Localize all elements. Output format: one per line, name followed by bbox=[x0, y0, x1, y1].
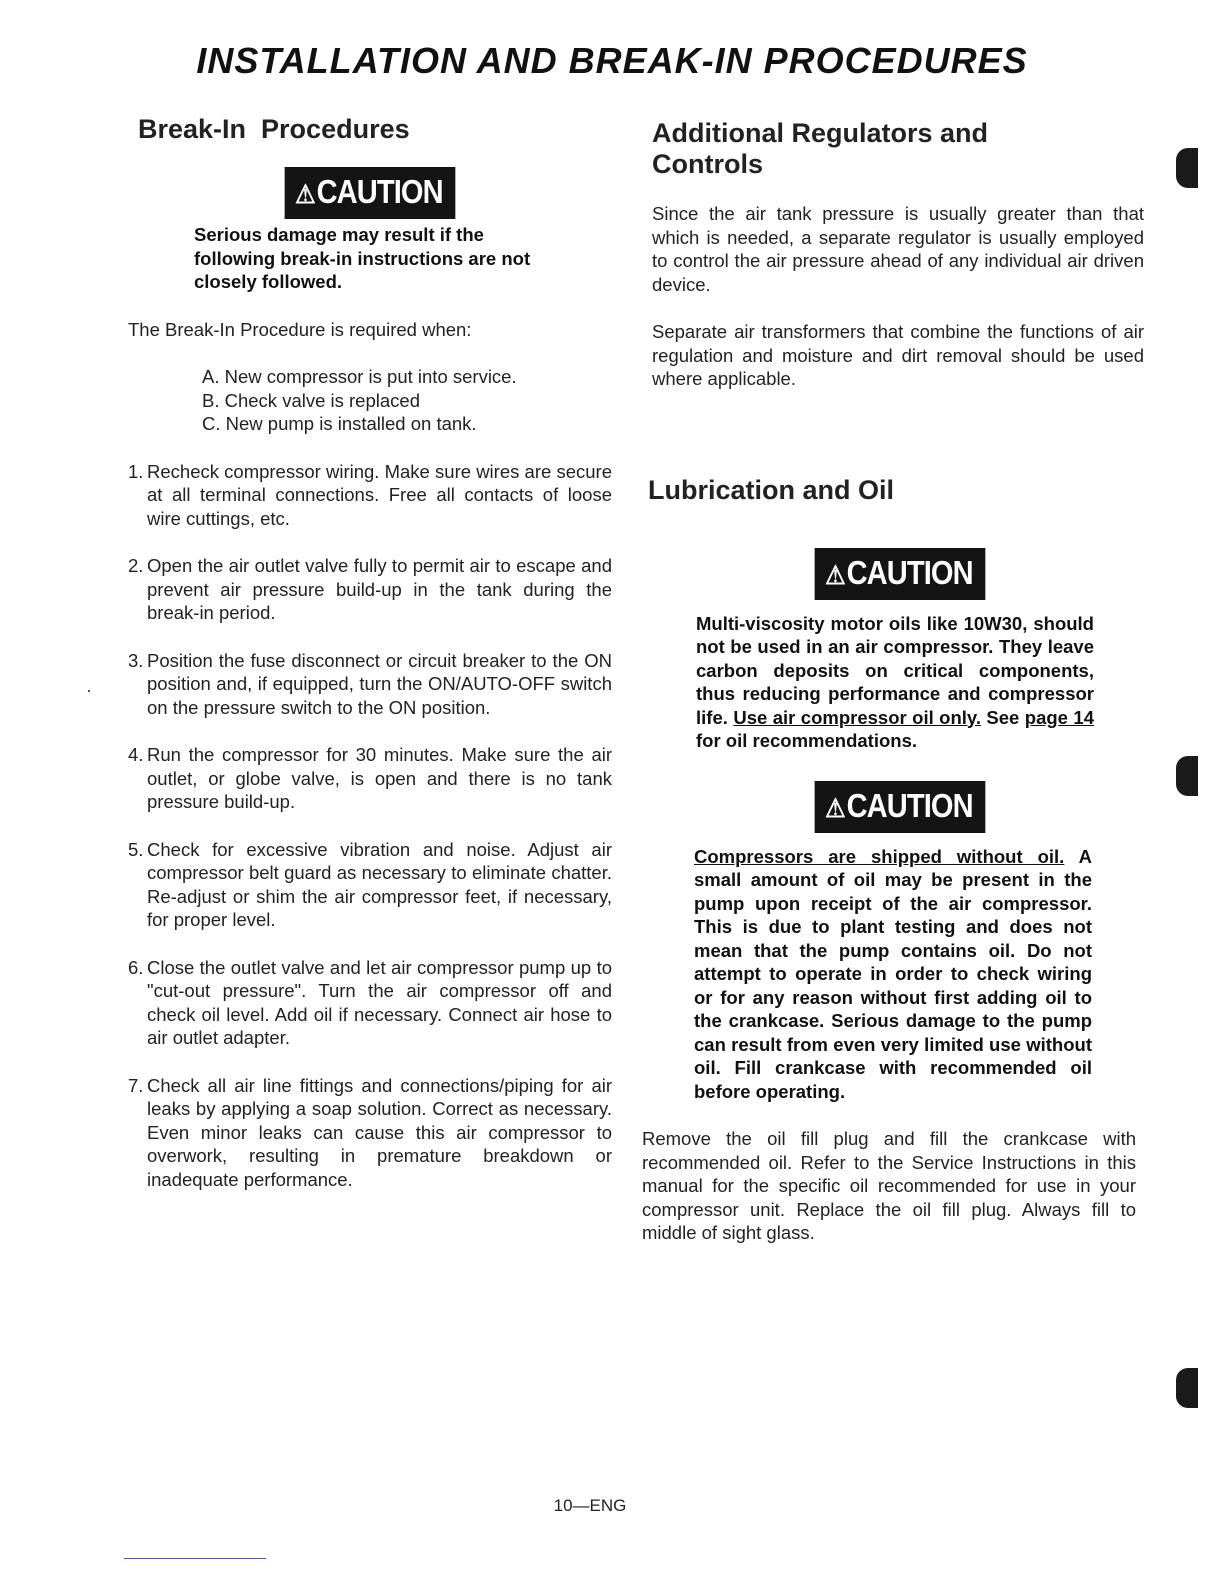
step-number: 6. bbox=[128, 956, 144, 978]
caution-label: CAUTION bbox=[316, 173, 443, 210]
step-number: 2. bbox=[128, 555, 144, 576]
warning-triangle-icon: ⚠ bbox=[295, 179, 315, 209]
step-item bbox=[128, 956, 612, 1050]
step-text: Check all air line fittings and connections/piping for air leaks by applying a soap solution. Correct as necessary. Even minor leaks can cause this air compressor to overwork, resulting in premature breakdown or inadequate performance. bbox=[147, 1074, 612, 1190]
oil-fill-paragraph: Remove the oil fill plug and fill the crankcase with recommended oil. Refer to the Service Instructions in this manual for the specific oil recommended for use in your compressor unit. Replace the oil fill plug. Always fill to middle of sight glass. bbox=[642, 1128, 1136, 1243]
step-text: Position the fuse disconnect or circuit breaker to the ON position and, if equipped, turn the ON/AUTO-OFF switch on the pressure switch to the ON position. bbox=[147, 649, 612, 718]
step-number: 5. bbox=[128, 838, 144, 860]
breakin-intro: The Break-In Procedure is required when: bbox=[128, 318, 472, 340]
see-label: See bbox=[986, 706, 1020, 728]
step-item bbox=[128, 1074, 612, 1192]
oil-only-link[interactable]: Use air compressor oil only. bbox=[733, 706, 981, 728]
step-text: Check for excessive vibration and noise. Adjust air compressor belt guard as necessary to eliminate chatter. Re-adjust or shim the air compressor feet, if necessary, for proper level. bbox=[147, 838, 612, 930]
step-item bbox=[128, 649, 612, 720]
oil-recommendations-text: for oil recommendations. bbox=[696, 730, 918, 751]
shipped-without-oil-warning bbox=[694, 845, 1092, 1104]
lubrication-heading: Lubrication and Oil bbox=[648, 474, 895, 505]
condition-item: C. New pump is installed on tank. bbox=[202, 413, 477, 434]
oil-type-warning bbox=[696, 612, 1094, 753]
break-in-heading: Break-In Procedures bbox=[138, 114, 410, 144]
step-item bbox=[128, 460, 612, 531]
breakin-steps bbox=[128, 460, 612, 1192]
step-text: Close the outlet valve and let air compressor pump up to "cut-out pressure". Turn the air compressor off and check oil level. Add oil if necessary. Connect air hose to air outlet adapter. bbox=[147, 956, 612, 1048]
caution-label: CAUTION bbox=[846, 786, 973, 824]
page-14-link[interactable]: page 14 bbox=[1024, 706, 1094, 728]
regulators-heading: Additional Regulators and Controls bbox=[652, 118, 989, 179]
warning-triangle-icon: ⚠ bbox=[825, 792, 845, 823]
step-text: Recheck compressor wiring. Make sure wires are secure at all terminal connections. Free all contacts of loose wire cuttings, etc. bbox=[147, 460, 612, 529]
step-number: 3. bbox=[128, 649, 144, 671]
condition-item: B. Check valve is replaced bbox=[202, 389, 420, 411]
caution-banner-shipped-without-oil bbox=[640, 781, 1160, 833]
page-tab-marker bbox=[1176, 756, 1198, 796]
step-number: 1. bbox=[128, 460, 144, 482]
breakin-warning-text: Serious damage may result if the following break-in instructions are not closely followed. bbox=[194, 224, 531, 292]
footer-rule bbox=[124, 1558, 266, 1559]
left-column bbox=[128, 114, 612, 1191]
oil-type-warning-text: Multi-viscosity motor oils like 10W30, should not be used in an air compressor. They leave carbon deposits on critical components, thus reducing performance and compressor life. bbox=[696, 612, 1094, 728]
step-item bbox=[128, 743, 612, 814]
step-text: Open the air outlet valve fully to permit air to escape and prevent air pressure build-up in the tank during the break-in period. bbox=[147, 555, 612, 623]
caution-banner-oil-type bbox=[640, 548, 1160, 600]
regulators-paragraph-1: Since the air tank pressure is usually greater than that which is needed, a separate regulator is usually employed to control the air pressure ahead of any individual air driven device. bbox=[652, 203, 1144, 295]
right-column bbox=[640, 118, 1144, 1245]
warning-triangle-icon: ⚠ bbox=[825, 559, 845, 590]
page-tab-marker bbox=[1176, 148, 1198, 188]
caution-banner-breakin bbox=[128, 167, 612, 219]
step-text: Run the compressor for 30 minutes. Make sure the air outlet, or globe valve, is open and there is no tank pressure build-up. bbox=[147, 744, 612, 812]
stray-mark bbox=[88, 690, 90, 692]
page-title: INSTALLATION AND BREAK-IN PROCEDURES bbox=[196, 40, 1028, 81]
shipped-without-oil-lead: Compressors are shipped without oil. bbox=[694, 845, 1065, 867]
step-item bbox=[128, 838, 612, 932]
regulators-paragraph-2: Separate air transformers that combine the functions of air regulation and moisture and dirt removal should be used where applicable. bbox=[652, 321, 1144, 389]
shipped-without-oil-text: A small amount of oil may be present in the pump upon receipt of the air compressor. This is due to plant testing and does not mean that the pump contains oil. Do not attempt to operate in order to check wiring or for any reason without first adding oil to the crankcase. Serious damage to the pump can result from even very limited use without oil. Fill crankcase with recommended oil before operating. bbox=[694, 845, 1092, 1102]
step-item bbox=[128, 554, 612, 625]
page-tab-marker bbox=[1176, 1368, 1198, 1408]
condition-item: A. New compressor is put into service. bbox=[202, 366, 517, 387]
caution-label: CAUTION bbox=[846, 553, 973, 591]
page-number: 10—ENG bbox=[553, 1496, 627, 1515]
step-number: 7. bbox=[128, 1074, 144, 1096]
breakin-conditions bbox=[202, 365, 612, 436]
step-number: 4. bbox=[128, 744, 144, 765]
